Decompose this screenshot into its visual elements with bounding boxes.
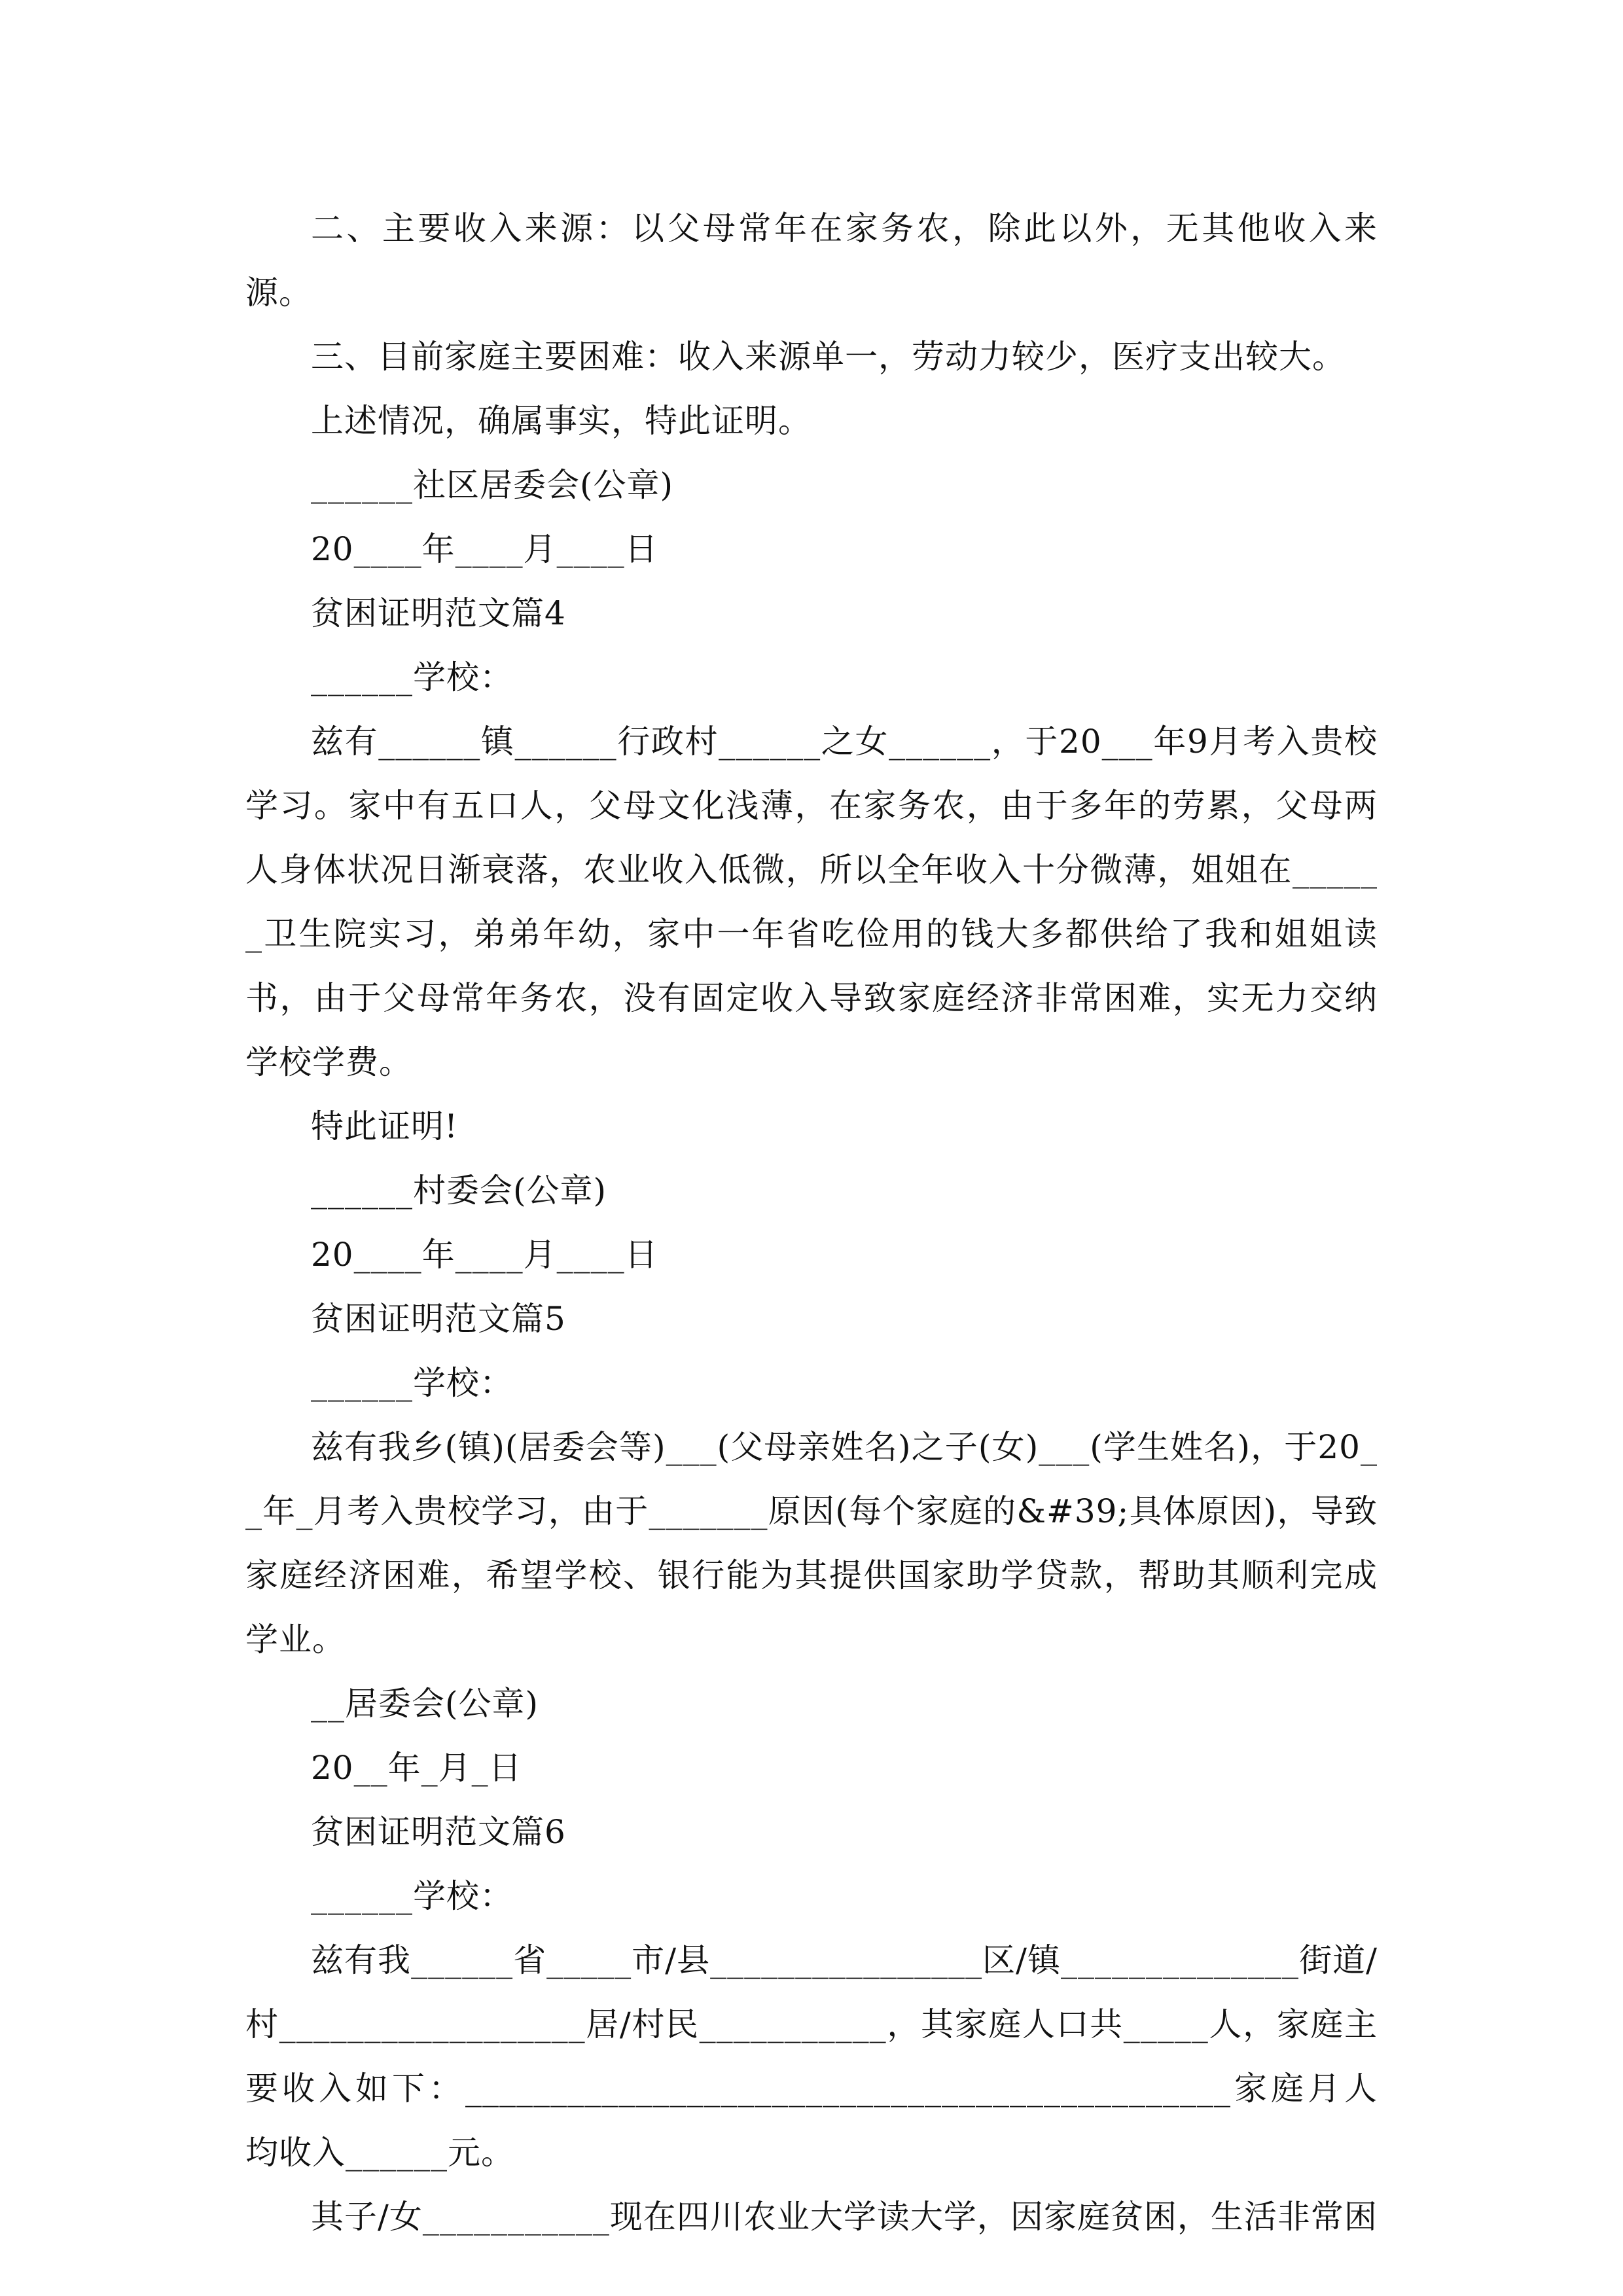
paragraph-body-6-continued: 其子/女___________现在四川农业大学读大学，因家庭贫困，生活非常困 bbox=[311, 2198, 1378, 2236]
signature-community-committee: ______社区居委会(公章) bbox=[311, 466, 674, 504]
section-heading-5: 贫困证明范文篇5 bbox=[311, 1300, 566, 1338]
salutation-school: ______学校： bbox=[311, 658, 513, 696]
document-body bbox=[245, 196, 1378, 2249]
section-heading-4: 贫困证明范文篇4 bbox=[311, 594, 566, 632]
section-heading-6: 贫困证明范文篇6 bbox=[311, 1813, 566, 1851]
paragraph-confirmation: 上述情况，确属事实，特此证明。 bbox=[311, 402, 812, 440]
paragraph-income-source: 二、主要收入来源：以父母常年在家务农，除此以外，无其他收入来源。 bbox=[245, 209, 1378, 312]
salutation-school: ______学校： bbox=[311, 1364, 513, 1402]
paragraph-body-6: 兹有我______省_____市/县________________区/镇______________街道/村__________________居/村民___________，其家庭人口共_____人，家庭主要收入如下：_____________________________________________家庭月人均收入______元。 bbox=[245, 1941, 1378, 2172]
paragraph-body-5: 兹有我乡(镇)(居委会等)___(父母亲姓名)之子(女)___(学生姓名)，于20__年_月考入贵校学习，由于_______原因(每个家庭的&#39;具体原因)，导致家庭经济困难，希望学校、银行能为其提供国家助学贷款，帮助其顺利完成学业。 bbox=[245, 1428, 1378, 1659]
paragraph-main-difficulty: 三、目前家庭主要困难：收入来源单一，劳动力较少，医疗支出较大。 bbox=[311, 338, 1346, 376]
signature-residents-committee: __居委会(公章) bbox=[311, 1685, 539, 1723]
date-line: 20__年_月_日 bbox=[311, 1749, 522, 1787]
date-line: 20____年____月____日 bbox=[311, 530, 658, 568]
salutation-school: ______学校： bbox=[311, 1877, 513, 1915]
paragraph-hereby-certify: 特此证明! bbox=[311, 1107, 459, 1145]
signature-village-committee: ______村委会(公章) bbox=[311, 1172, 607, 1210]
date-line: 20____年____月____日 bbox=[311, 1236, 658, 1274]
paragraph-body-4: 兹有______镇______行政村______之女______，于20___年9月考入贵校学习。家中有五口人，父母文化浅薄，在家务农，由于多年的劳累，父母两人身体状况日渐衰落，农业收入低微，所以全年收入十分微薄，姐姐在______卫生院实习，弟弟年幼，家中一年省吃俭用的钱大多都供给了我和姐姐读书，由于父母常年务农，没有固定收入导致家庭经济非常困难，实无力交纳学校学费。 bbox=[245, 723, 1378, 1081]
